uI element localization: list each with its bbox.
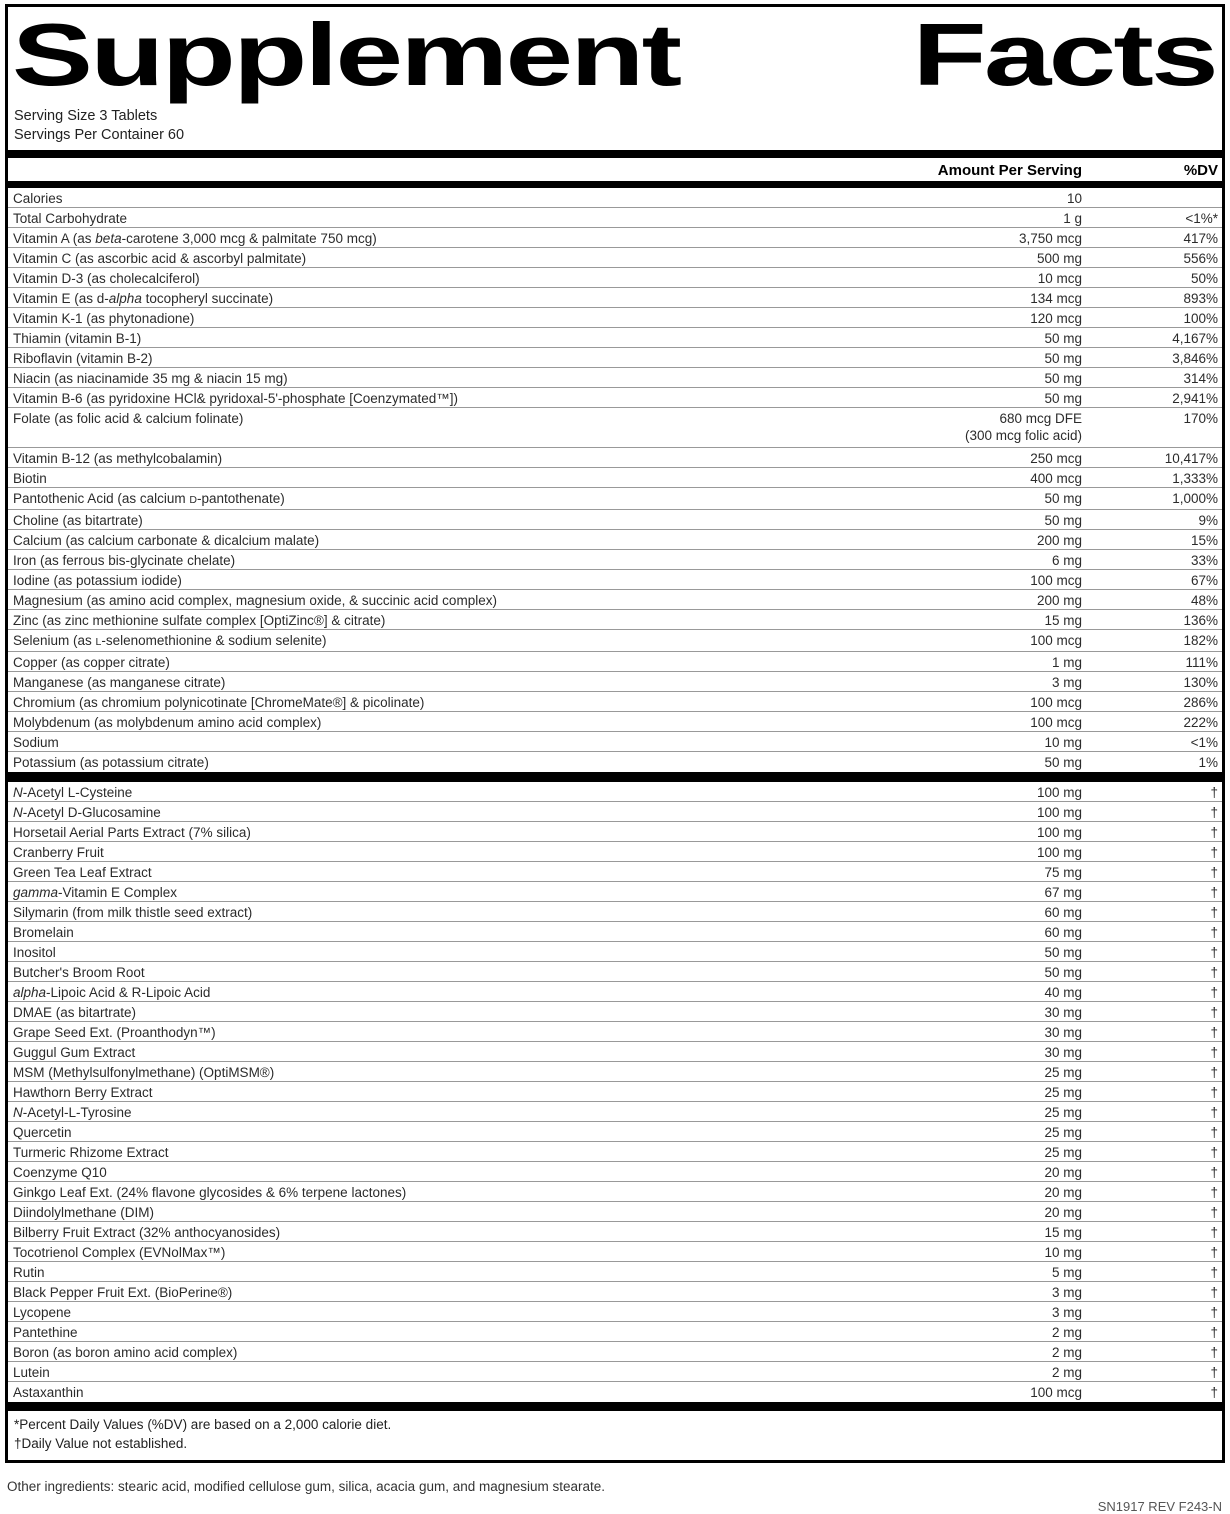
ingredient-name: Green Tea Leaf Extract	[13, 865, 152, 880]
ingredient-amount: 60 mg	[1044, 905, 1082, 920]
botanicals-section	[8, 782, 1222, 1402]
ingredient-name: Tocotrienol Complex (EVNolMax™)	[13, 1245, 226, 1260]
ingredient-amount: 3,750 mcg	[1018, 231, 1082, 246]
ingredient-dv: †	[1210, 1345, 1218, 1360]
ingredient-amount: 3 mg	[1051, 675, 1082, 690]
ingredient-dv: 222%	[1183, 715, 1218, 730]
ingredient-row	[8, 570, 1222, 590]
ingredient-name: Vitamin K-1 (as phytonadione)	[13, 311, 195, 326]
divider-bar-header	[8, 181, 1222, 188]
ingredient-amount: 500 mg	[1036, 251, 1082, 266]
ingredient-amount: 40 mg	[1044, 985, 1082, 1000]
ingredient-amount: 50 mg	[1044, 965, 1082, 980]
ingredient-dv: 50%	[1190, 271, 1218, 286]
ingredient-name: Riboflavin (vitamin B-2)	[13, 351, 153, 366]
ingredient-dv: 136%	[1183, 613, 1218, 628]
ingredient-row	[8, 1102, 1222, 1122]
ingredient-amount: 2 mg	[1051, 1325, 1082, 1340]
ingredient-name: Thiamin (vitamin B-1)	[13, 331, 142, 346]
ingredient-dv: †	[1210, 845, 1218, 860]
ingredient-amount: 120 mcg	[1030, 311, 1082, 326]
ingredient-row	[8, 712, 1222, 732]
ingredient-dv: 1%	[1198, 755, 1218, 770]
ingredient-name: Magnesium (as amino acid complex, magnesium oxide, & succinic acid complex)	[13, 593, 497, 608]
ingredient-dv: 286%	[1183, 695, 1218, 710]
ingredient-name: Chromium (as chromium polynicotinate [ChromeMate®] & picolinate)	[13, 695, 425, 710]
divider-bar-bottom	[8, 1402, 1222, 1411]
ingredient-row	[8, 1162, 1222, 1182]
ingredient-name: N-Acetyl-L-Tyrosine	[13, 1105, 132, 1120]
serving-info	[8, 105, 1222, 145]
ingredient-row	[8, 208, 1222, 228]
ingredient-row	[8, 1362, 1222, 1382]
ingredient-dv: †	[1210, 985, 1218, 1000]
ingredient-amount: 134 mcg	[1030, 291, 1082, 306]
ingredient-name: gamma-Vitamin E Complex	[13, 885, 178, 900]
amount-per-serving-header: Amount Per Serving	[937, 161, 1082, 179]
ingredient-dv: 130%	[1183, 675, 1218, 690]
ingredient-row	[8, 288, 1222, 308]
ingredient-dv: <1%	[1190, 735, 1218, 750]
ingredient-name: Biotin	[13, 471, 47, 486]
ingredient-row	[8, 882, 1222, 902]
ingredient-amount: 100 mg	[1036, 825, 1082, 840]
ingredient-name: N-Acetyl L-Cysteine	[13, 785, 133, 800]
ingredient-amount: 100 mcg	[1030, 1385, 1082, 1400]
ingredient-amount: 75 mg	[1044, 865, 1082, 880]
ingredient-name: Vitamin B-6 (as pyridoxine HCl& pyridoxal-5'-phosphate [Coenzymated™])	[13, 391, 459, 406]
ingredient-dv: †	[1210, 1105, 1218, 1120]
ingredient-name: Inositol	[13, 945, 56, 960]
ingredient-row	[8, 1302, 1222, 1322]
ingredient-dv: †	[1210, 865, 1218, 880]
ingredient-name: Black Pepper Fruit Ext. (BioPerine®)	[13, 1285, 233, 1300]
ingredient-name: Iron (as ferrous bis-glycinate chelate)	[13, 553, 236, 568]
ingredient-dv: †	[1210, 1025, 1218, 1040]
ingredient-row	[8, 1022, 1222, 1042]
ingredient-row	[8, 530, 1222, 550]
ingredient-name: alpha-Lipoic Acid & R-Lipoic Acid	[13, 985, 211, 1000]
divider-bar-middle	[8, 772, 1222, 782]
ingredient-amount: 400 mcg	[1030, 471, 1082, 486]
ingredient-dv: †	[1210, 1245, 1218, 1260]
ingredient-amount: 15 mg	[1044, 613, 1082, 628]
ingredient-row	[8, 1262, 1222, 1282]
ingredient-dv: 2,941%	[1172, 391, 1218, 406]
ingredient-row	[8, 1242, 1222, 1262]
serving-size-text: Serving Size 3 Tablets	[14, 108, 158, 124]
ingredient-dv: 893%	[1183, 291, 1218, 306]
ingredient-row	[8, 1082, 1222, 1102]
ingredient-name: Total Carbohydrate	[13, 211, 128, 226]
ingredient-name: Vitamin B-12 (as methylcobalamin)	[13, 451, 223, 466]
ingredient-name: Rutin	[13, 1265, 45, 1280]
ingredient-row	[8, 1322, 1222, 1342]
ingredient-name: Calories	[13, 191, 63, 206]
ingredient-dv: †	[1210, 1365, 1218, 1380]
footnotes	[8, 1411, 1222, 1460]
ingredient-row	[8, 248, 1222, 268]
ingredient-amount: 100 mcg	[1030, 633, 1082, 648]
ingredient-row	[8, 1342, 1222, 1362]
ingredient-dv: †	[1210, 1305, 1218, 1320]
ingredient-dv: †	[1210, 1385, 1218, 1400]
ingredient-row	[8, 268, 1222, 288]
ingredient-amount: 100 mg	[1036, 785, 1082, 800]
ingredient-dv: 4,167%	[1172, 331, 1218, 346]
ingredient-row	[8, 1122, 1222, 1142]
ingredient-name: Guggul Gum Extract	[13, 1045, 136, 1060]
ingredient-name: Coenzyme Q10	[13, 1165, 107, 1180]
ingredient-amount: 30 mg	[1044, 1045, 1082, 1060]
ingredient-name: Boron (as boron amino acid complex)	[13, 1345, 238, 1360]
ingredient-dv: †	[1210, 1205, 1218, 1220]
ingredient-name: Choline (as bitartrate)	[13, 513, 143, 528]
ingredient-amount: 100 mg	[1036, 805, 1082, 820]
ingredient-amount: 200 mg	[1036, 593, 1082, 608]
ingredient-dv: †	[1210, 1165, 1218, 1180]
ingredient-name: MSM (Methylsulfonylmethane) (OptiMSM®)	[13, 1065, 275, 1080]
ingredient-amount: 100 mcg	[1030, 715, 1082, 730]
ingredient-name: Cranberry Fruit	[13, 845, 104, 860]
ingredient-amount: 20 mg	[1044, 1205, 1082, 1220]
ingredient-amount: 680 mcg DFE (300 mcg folic acid)	[964, 411, 1082, 443]
ingredient-dv: †	[1210, 1325, 1218, 1340]
ingredient-dv: †	[1210, 805, 1218, 820]
ingredient-amount: 25 mg	[1044, 1085, 1082, 1100]
ingredient-row	[8, 610, 1222, 630]
ingredient-row	[8, 228, 1222, 248]
other-ingredients-text: Other ingredients: stearic acid, modified cellulose gum, silica, acacia gum, and magnesium stearate.	[7, 1479, 606, 1494]
ingredient-name: Folate (as folic acid & calcium folinate)	[13, 411, 244, 426]
ingredient-row	[8, 368, 1222, 388]
ingredient-dv: †	[1210, 1065, 1218, 1080]
ingredient-row	[8, 468, 1222, 488]
ingredient-amount: 15 mg	[1044, 1225, 1082, 1240]
ingredient-amount: 30 mg	[1044, 1025, 1082, 1040]
ingredient-amount: 50 mg	[1044, 945, 1082, 960]
ingredient-dv: 314%	[1183, 371, 1218, 386]
ingredient-row	[8, 922, 1222, 942]
ingredient-row	[8, 802, 1222, 822]
ingredient-dv: 67%	[1190, 573, 1218, 588]
ingredient-name: Manganese (as manganese citrate)	[13, 675, 226, 690]
ingredient-name: Bromelain	[13, 925, 74, 940]
ingredient-dv: 417%	[1183, 231, 1218, 246]
ingredient-dv: 111%	[1185, 655, 1218, 670]
ingredient-amount: 50 mg	[1044, 371, 1082, 386]
ingredient-amount: 10 mg	[1044, 735, 1082, 750]
ingredient-row	[8, 862, 1222, 882]
ingredient-row	[8, 630, 1222, 652]
ingredient-row	[8, 942, 1222, 962]
ingredient-name: Zinc (as zinc methionine sulfate complex [OptiZinc®] & citrate)	[13, 613, 386, 628]
ingredient-row	[8, 308, 1222, 328]
ingredient-amount: 25 mg	[1044, 1145, 1082, 1160]
ingredient-row	[8, 902, 1222, 922]
ingredient-amount: 5 mg	[1051, 1265, 1082, 1280]
ingredient-row	[8, 388, 1222, 408]
footnote-dagger: †Daily Value not established.	[14, 1436, 188, 1451]
ingredient-dv: †	[1210, 1285, 1218, 1300]
ingredient-amount: 25 mg	[1044, 1125, 1082, 1140]
ingredient-row	[8, 408, 1222, 448]
ingredient-dv: <1%*	[1185, 211, 1218, 226]
ingredient-dv: 3,846%	[1172, 351, 1218, 366]
ingredient-row	[8, 962, 1222, 982]
ingredient-dv: †	[1210, 905, 1218, 920]
ingredient-dv: †	[1210, 1145, 1218, 1160]
ingredient-name: Turmeric Rhizome Extract	[13, 1145, 169, 1160]
ingredient-dv: 10,417%	[1164, 451, 1218, 466]
ingredient-dv: †	[1210, 1265, 1218, 1280]
ingredient-amount: 3 mg	[1051, 1285, 1082, 1300]
ingredient-name: Calcium (as calcium carbonate & dicalcium malate)	[13, 533, 320, 548]
ingredient-amount: 1 g	[1063, 211, 1082, 226]
servings-per-container-text: Servings Per Container 60	[14, 127, 185, 143]
ingredient-row	[8, 348, 1222, 368]
ingredient-dv: 1,333%	[1172, 471, 1218, 486]
ingredient-name: Butcher's Broom Root	[13, 965, 145, 980]
ingredient-name: Vitamin D-3 (as cholecalciferol)	[13, 271, 200, 286]
ingredient-dv: †	[1210, 1185, 1218, 1200]
ingredient-amount: 250 mcg	[1030, 451, 1082, 466]
ingredient-dv: †	[1210, 925, 1218, 940]
ingredient-dv: †	[1210, 1045, 1218, 1060]
ingredient-amount: 100 mcg	[1030, 695, 1082, 710]
ingredient-amount: 20 mg	[1044, 1185, 1082, 1200]
ingredient-row	[8, 448, 1222, 468]
ingredient-name: Vitamin A (as beta-carotene 3,000 mcg & palmitate 750 mcg)	[13, 231, 377, 246]
ingredient-row	[8, 1382, 1222, 1402]
ingredient-name: Sodium	[13, 735, 59, 750]
ingredient-amount: 67 mg	[1044, 885, 1082, 900]
ingredient-amount: 25 mg	[1044, 1105, 1082, 1120]
ingredient-dv: †	[1210, 1085, 1218, 1100]
ingredient-amount: 10 mg	[1044, 1245, 1082, 1260]
ingredient-dv: 48%	[1190, 593, 1218, 608]
ingredient-row	[8, 550, 1222, 570]
ingredient-amount: 1 mg	[1051, 655, 1082, 670]
ingredient-amount: 50 mg	[1044, 331, 1082, 346]
ingredient-name: Ginkgo Leaf Ext. (24% flavone glycosides & 6% terpene lactones)	[13, 1185, 407, 1200]
ingredient-row	[8, 732, 1222, 752]
ingredient-row	[8, 692, 1222, 712]
column-header-row	[8, 158, 1222, 181]
ingredient-row	[8, 488, 1222, 510]
ingredient-dv: †	[1210, 945, 1218, 960]
ingredient-dv: 170%	[1183, 411, 1218, 426]
ingredient-row	[8, 1222, 1222, 1242]
ingredient-name: Iodine (as potassium iodide)	[13, 573, 182, 588]
ingredient-amount: 2 mg	[1051, 1345, 1082, 1360]
ingredient-amount: 2 mg	[1051, 1365, 1082, 1380]
ingredient-amount: 100 mcg	[1030, 573, 1082, 588]
ingredient-name: Pantothenic Acid (as calcium D-pantothenate)	[13, 491, 285, 506]
ingredient-dv: †	[1210, 825, 1218, 840]
ingredient-name: Copper (as copper citrate)	[13, 655, 170, 670]
ingredient-dv: †	[1210, 965, 1218, 980]
ingredient-amount: 50 mg	[1044, 391, 1082, 406]
ingredient-row	[8, 672, 1222, 692]
ingredient-amount: 10 mcg	[1037, 271, 1082, 286]
ingredient-row	[8, 842, 1222, 862]
ingredient-dv: †	[1210, 1225, 1218, 1240]
ingredient-amount: 20 mg	[1044, 1165, 1082, 1180]
ingredient-amount: 200 mg	[1036, 533, 1082, 548]
ingredient-amount: 6 mg	[1051, 553, 1082, 568]
ingredient-name: Horsetail Aerial Parts Extract (7% silica)	[13, 825, 251, 840]
ingredient-row	[8, 822, 1222, 842]
ingredient-row	[8, 652, 1222, 672]
ingredient-row	[8, 188, 1222, 208]
ingredient-row	[8, 590, 1222, 610]
panel-title	[8, 7, 1222, 105]
ingredient-name: Diindolylmethane (DIM)	[13, 1205, 155, 1220]
ingredient-amount: 30 mg	[1044, 1005, 1082, 1020]
ingredient-amount: 100 mg	[1036, 845, 1082, 860]
ingredient-name: N-Acetyl D-Glucosamine	[13, 805, 161, 820]
ingredient-name: Niacin (as niacinamide 35 mg & niacin 15 mg)	[13, 371, 288, 386]
ingredient-row	[8, 1002, 1222, 1022]
ingredient-row	[8, 1042, 1222, 1062]
ingredient-name: Vitamin C (as ascorbic acid & ascorbyl palmitate)	[13, 251, 307, 266]
divider-bar-top	[8, 150, 1222, 158]
ingredient-name: Pantethine	[13, 1325, 78, 1340]
ingredient-row	[8, 1142, 1222, 1162]
ingredient-amount: 50 mg	[1044, 351, 1082, 366]
ingredient-row	[8, 1182, 1222, 1202]
ingredient-row	[8, 752, 1222, 772]
title-word-supplement: Supplement	[12, 5, 680, 104]
ingredient-row	[8, 1282, 1222, 1302]
ingredient-amount: 60 mg	[1044, 925, 1082, 940]
ingredient-amount: 3 mg	[1051, 1305, 1082, 1320]
ingredient-name: Selenium (as L-selenomethionine & sodium selenite)	[13, 633, 327, 648]
ingredient-dv: 33%	[1190, 553, 1218, 568]
ingredient-row	[8, 328, 1222, 348]
ingredient-name: Grape Seed Ext. (Proanthodyn™)	[13, 1025, 216, 1040]
ingredient-name: Molybdenum (as molybdenum amino acid complex)	[13, 715, 322, 730]
dv-header: %DV	[1183, 161, 1218, 179]
ingredient-dv: 556%	[1183, 251, 1218, 266]
ingredient-row	[8, 982, 1222, 1002]
ingredient-name: Quercetin	[13, 1125, 72, 1140]
ingredient-dv: 182%	[1183, 633, 1218, 648]
ingredient-dv: 15%	[1190, 533, 1218, 548]
ingredient-amount: 50 mg	[1044, 755, 1082, 770]
ingredient-dv: †	[1210, 1125, 1218, 1140]
ingredient-row	[8, 1062, 1222, 1082]
product-code: SN1917 REV F243-N	[1097, 1499, 1222, 1514]
supplement-facts-panel	[5, 4, 1225, 1463]
ingredient-name: Silymarin (from milk thistle seed extract)	[13, 905, 253, 920]
ingredient-amount: 25 mg	[1044, 1065, 1082, 1080]
ingredient-name: Vitamin E (as d-alpha tocopheryl succinate)	[13, 291, 274, 306]
ingredient-row	[8, 1202, 1222, 1222]
ingredient-dv: †	[1210, 885, 1218, 900]
ingredient-amount: 50 mg	[1044, 513, 1082, 528]
supplement-facts-page	[0, 4, 1230, 1514]
ingredient-name: DMAE (as bitartrate)	[13, 1005, 137, 1020]
ingredient-dv: 100%	[1183, 311, 1218, 326]
ingredient-name: Potassium (as potassium citrate)	[13, 755, 209, 770]
footnote-percent-dv: *Percent Daily Values (%DV) are based on a 2,000 calorie diet.	[14, 1417, 392, 1432]
ingredient-name: Bilberry Fruit Extract (32% anthocyanosides)	[13, 1225, 281, 1240]
ingredient-dv: †	[1210, 1005, 1218, 1020]
ingredient-dv: †	[1210, 785, 1218, 800]
ingredient-row	[8, 510, 1222, 530]
ingredient-name: Hawthorn Berry Extract	[13, 1085, 153, 1100]
ingredient-name: Lutein	[13, 1365, 50, 1380]
nutrients-section	[8, 188, 1222, 772]
ingredient-amount: 10	[1066, 191, 1082, 206]
ingredient-name: Lycopene	[13, 1305, 72, 1320]
ingredient-dv: 1,000%	[1172, 491, 1218, 506]
ingredient-name: Astaxanthin	[13, 1385, 84, 1400]
ingredient-row	[8, 782, 1222, 802]
ingredient-dv: 9%	[1198, 513, 1218, 528]
title-word-facts: Facts	[912, 5, 1216, 104]
ingredient-amount: 50 mg	[1044, 491, 1082, 506]
